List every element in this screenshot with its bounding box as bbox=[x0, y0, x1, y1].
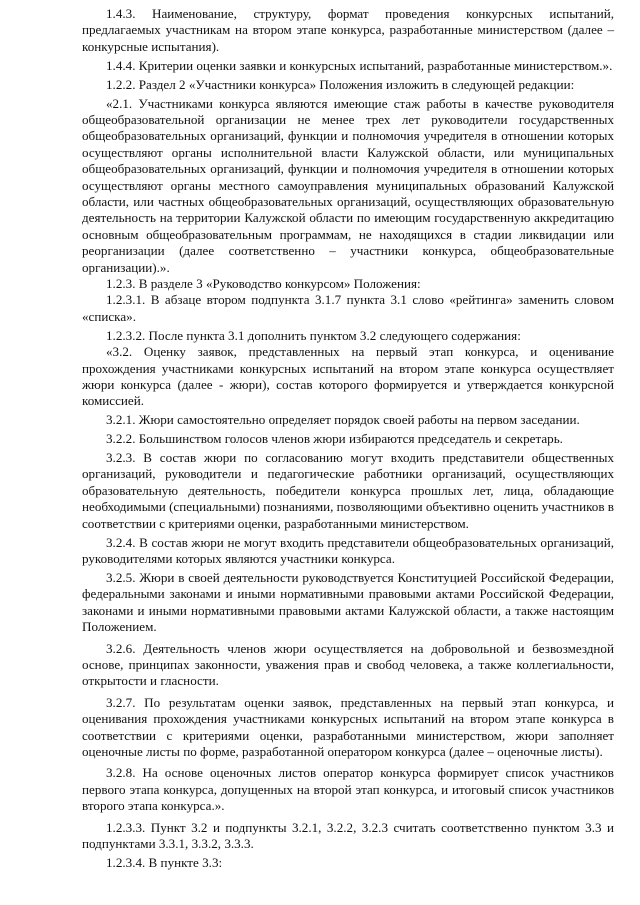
paragraph-3-2: «3.2. Оценку заявок, представленных на первый этап конкурса, и оценивание прохождения участниками конкурсных испытаний на втором этапе конкурса осуществляет жюри конкурса (далее - жюри), состав которого формируется и утверждается конкурсной комиссией. bbox=[82, 344, 614, 409]
paragraph-1-2-3-1: 1.2.3.1. В абзаце втором подпункта 3.1.7 пункта 3.1 слово «рейтинга» заменить словом «списка». bbox=[82, 292, 614, 324]
paragraph-3-2-2: 3.2.2. Большинством голосов членов жюри избираются председатель и секретарь. bbox=[106, 431, 563, 447]
paragraph-3-2-4: 3.2.4. В состав жюри не могут входить представители общеобразовательных организаций, руководителями которых являются участники конкурса. bbox=[82, 534, 614, 566]
paragraph-1-2-2: 1.2.2. Раздел 2 «Участники конкурса» Положения изложить в следующей редакции: bbox=[106, 76, 575, 92]
paragraph-3-2-8: 3.2.8. На основе оценочных листов оператор конкурса формирует список участников первого этапа конкурса, допущенных на второй этап конкурса, и итоговый список участников второго этапа конкурса.». bbox=[82, 765, 614, 814]
paragraph-1-2-3-2: 1.2.3.2. После пункта 3.1 дополнить пунктом 3.2 следующего содержания: bbox=[106, 327, 521, 343]
paragraph-1-4-3: 1.4.3. Наименование, структуру, формат проведения конкурсных испытаний, предлагаемых участникам на втором этапе конкурса, разработанные министерством (далее – конкурсные испытания). bbox=[82, 6, 614, 54]
paragraph-1-2-3-3: 1.2.3.3. Пункт 3.2 и подпункты 3.2.1, 3.2.2, 3.2.3 считать соответственно пунктом 3.3 и подпунктами 3.3.1, 3.3.2, 3.3.3. bbox=[82, 819, 614, 851]
paragraph-1-2-3: 1.2.3. В разделе 3 «Руководство конкурсом» Положения: bbox=[106, 276, 421, 291]
paragraph-3-2-7: 3.2.7. По результатам оценки заявок, представленных на первый этап конкурса, и оценивания прохождения участниками конкурсных испытаний на втором этапе конкурса в соответствии с критериями оценки, разработанными министерством, жюри заполняет оценочные листы по форме, разработанной оператором конкурса (далее – оценочные листы). bbox=[82, 694, 614, 759]
paragraph-3-2-3: 3.2.3. В состав жюри по согласованию могут входить представители общественных организаций, руководители и педагогические работники организаций, осуществляющих образовательную деятельность, победители конкурса прошлых лет, лица, обладающие необходимыми (специальными) познаниями, позволяющими объективно оценить участников в соответствии с критериями оценки, разработанными министерством. bbox=[82, 450, 614, 531]
paragraph-3-2-6: 3.2.6. Деятельность членов жюри осуществляется на добровольной и безвозмездной основе, принципах законности, уважения прав и свобод человека, а также коллегиальности, открытости и гласности. bbox=[82, 640, 614, 689]
paragraph-2-1: «2.1. Участниками конкурса являются имеющие стаж работы в качестве руководителя общеобразовательной организации не менее трех лет руководители государственных общеобразовательных организаций, функции и полномочия учредителя в отношении которых осуществляют органы исполнительной власти Калужской области, или муниципальных общеобразовательных организаций, функции и полномочия учредителя в отношении которых осуществляют органы местного самоуправления муниципальных образований Калужской области, или частных общеобразовательных организаций, осуществляющих образовательную деятельность на территории Калужской области по имеющим государственную аккредитацию основным общеобразовательным программам, не находящихся в стадии ликвидации или реорганизации (далее соответственно – участники конкурса, общеобразовательные организации).». bbox=[82, 95, 614, 275]
paragraph-1-4-4: 1.4.4. Критерии оценки заявки и конкурсных испытаний, разработанные министерством.». bbox=[106, 57, 613, 73]
paragraph-3-2-5: 3.2.5. Жюри в своей деятельности руководствуется Конституцией Российской Федерации, федеральными законами и иными нормативными правовыми актами Российской Федерации, законами и иными нормативными правовыми актами Калужской области, а также настоящим Положением. bbox=[82, 569, 614, 635]
paragraph-3-2-1: 3.2.1. Жюри самостоятельно определяет порядок своей работы на первом заседании. bbox=[106, 412, 580, 428]
paragraph-1-2-3-4: 1.2.3.4. В пункте 3.3: bbox=[106, 854, 223, 870]
